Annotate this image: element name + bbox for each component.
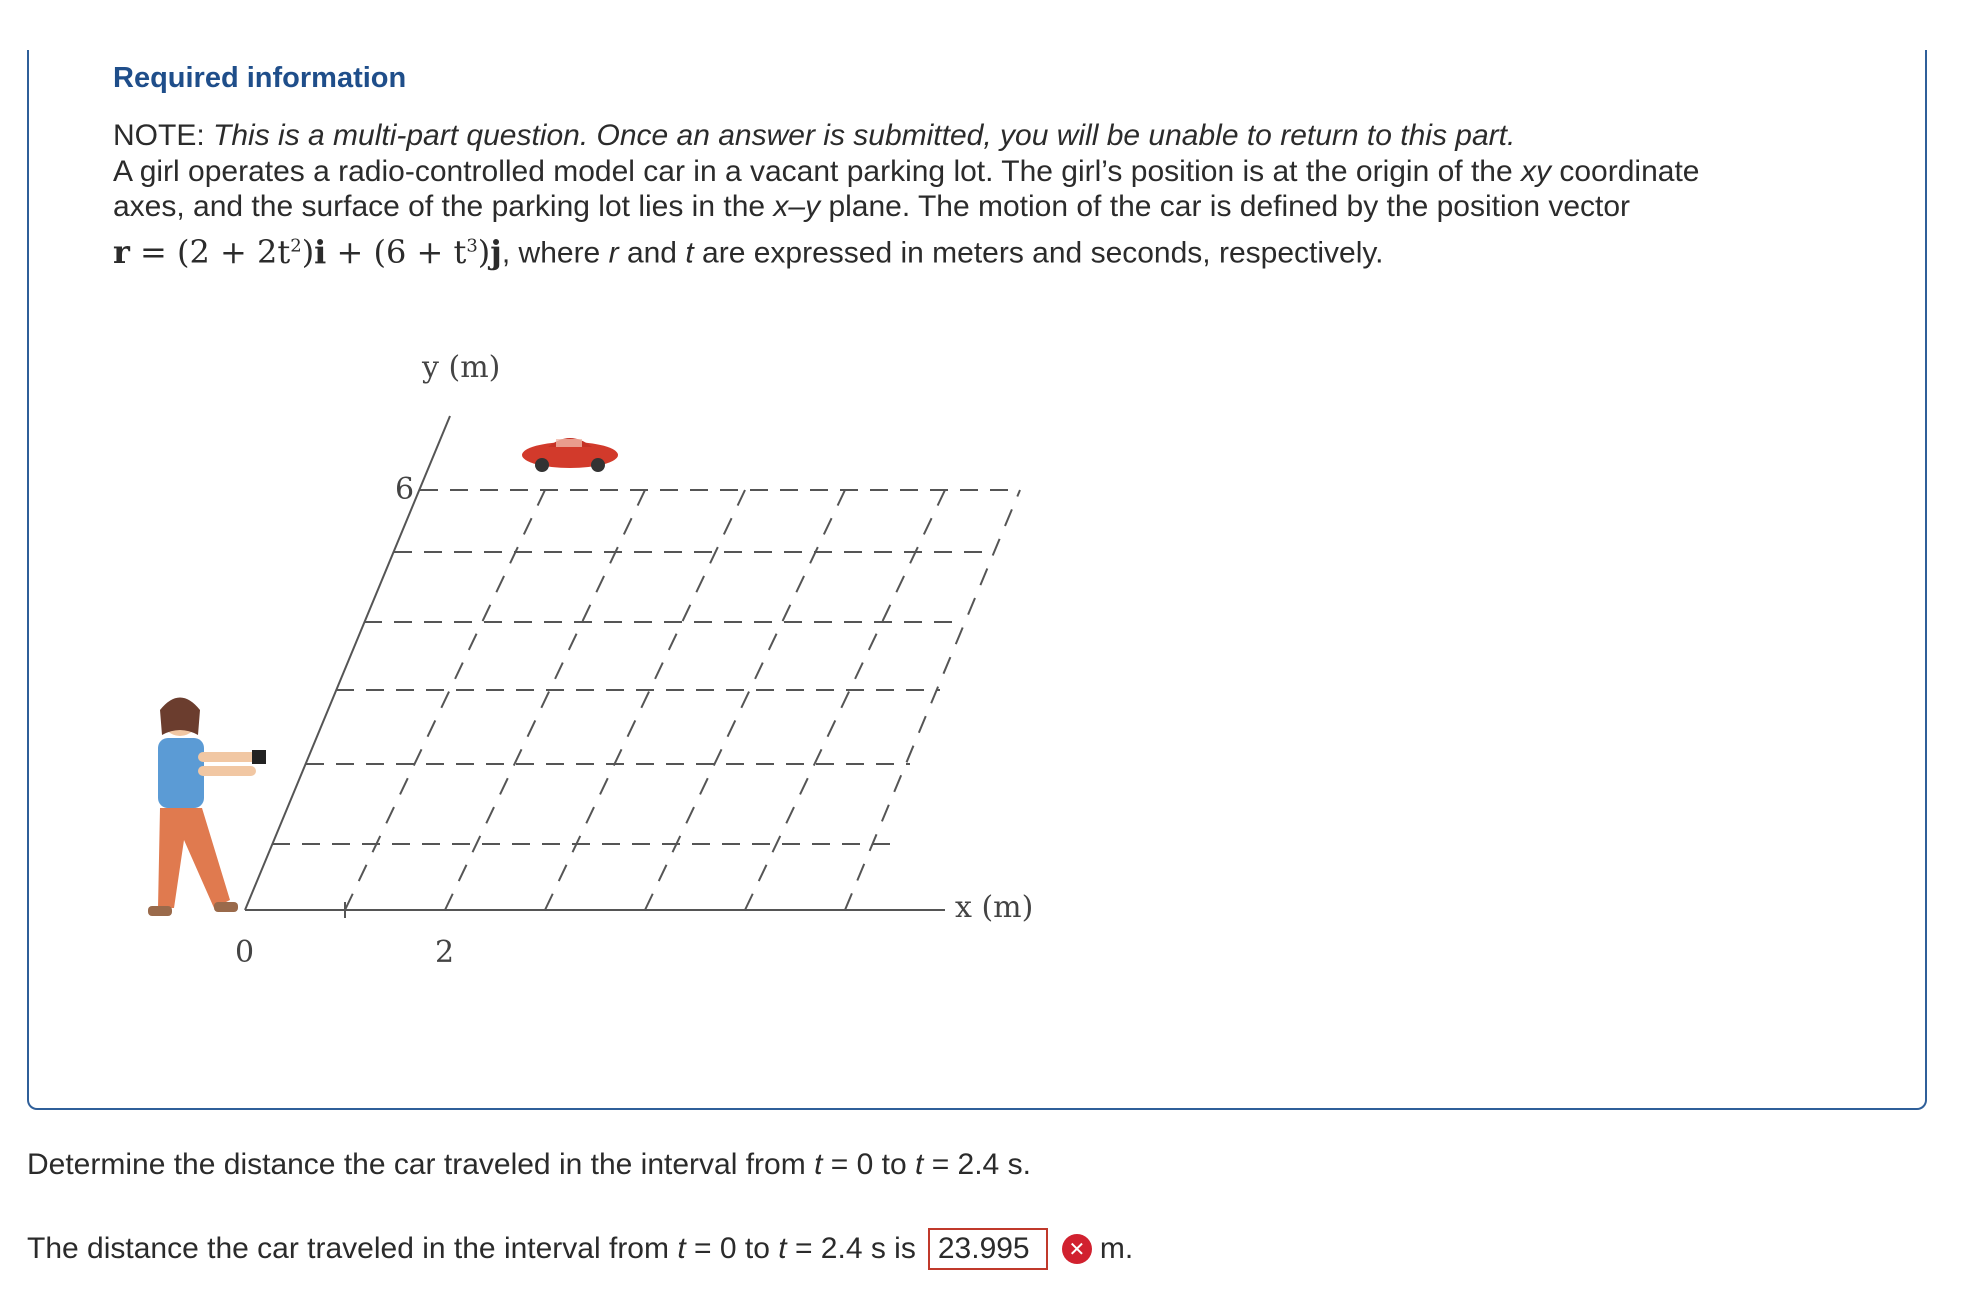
eq-j: j [490, 232, 502, 271]
question-text-c: = 2.4 s. [931, 1148, 1031, 1181]
eq-exp2: 3 [466, 235, 478, 256]
eq-exp1: 2 [290, 235, 302, 256]
question-var-t2: t [915, 1148, 924, 1181]
eq-r: r [113, 232, 130, 271]
model-car [522, 438, 618, 472]
parking-lot-figure [140, 350, 1040, 990]
question-text-b: = 0 to [830, 1148, 907, 1181]
answer-var-t1: t [677, 1232, 686, 1265]
problem-line-2 [113, 154, 1699, 190]
eq-part1: = (2 + 2t [129, 232, 291, 271]
position-equation [113, 233, 502, 271]
answer-text-b: = 0 to [694, 1232, 770, 1265]
answer-text-a: The distance the car traveled in the interval from [27, 1232, 669, 1265]
required-info-title: Required information [113, 62, 407, 94]
incorrect-icon: ✕ [1062, 1234, 1092, 1264]
answer-input[interactable]: 23.995 [928, 1228, 1048, 1270]
eq-close: ) [477, 232, 491, 271]
y-axis-label: y (m) [422, 350, 501, 385]
answer-unit: m. [1099, 1232, 1134, 1265]
note-text: This is a multi-part question. Once an answer is submitted, you will be unable to return to this part. [213, 119, 1516, 152]
problem-text-2: A girl operates a radio-controlled model car in a vacant parking lot. The girl’s position is at the origin of the [113, 155, 1513, 188]
eq-i: i [314, 232, 327, 271]
problem-line-4 [113, 228, 1383, 272]
question-text [27, 1148, 1031, 1182]
var-r: r [608, 236, 619, 270]
grid-rows [272, 490, 1020, 844]
grid-diagram [140, 350, 1040, 990]
answer-line [27, 1228, 1133, 1270]
eq-mid: ) [301, 232, 315, 271]
question-text-a: Determine the distance the car traveled in the interval from [27, 1148, 806, 1181]
x-tick-2: 2 [435, 935, 455, 970]
problem-text-3b: plane. The motion of the car is defined by the position vector [828, 190, 1631, 223]
x-axis-label: x (m) [955, 890, 1034, 925]
answer-text-c: = 2.4 s is [794, 1232, 916, 1265]
var-t: t [685, 236, 694, 270]
problem-text-4b: and [626, 236, 677, 270]
problem-var-xy-plane: x–y [773, 190, 821, 223]
note-label: NOTE: [113, 119, 205, 152]
problem-text-4c: are expressed in meters and seconds, respectively. [702, 236, 1384, 270]
problem-line-3 [113, 189, 1630, 225]
question-var-t1: t [814, 1148, 823, 1181]
problem-text-3a: axes, and the surface of the parking lot lies in the [113, 190, 766, 223]
note-line [113, 118, 1515, 154]
answer-var-t2: t [778, 1232, 787, 1265]
y-tick-6: 6 [395, 472, 415, 507]
problem-text-4a: , where [501, 236, 601, 270]
problem-text-2-end: coordinate [1559, 155, 1700, 188]
problem-var-xy: xy [1521, 155, 1552, 188]
origin-label: 0 [235, 935, 255, 970]
y-axis-line [245, 416, 450, 910]
girl-figure [148, 698, 266, 917]
eq-plus: + (6 + t [326, 232, 467, 271]
